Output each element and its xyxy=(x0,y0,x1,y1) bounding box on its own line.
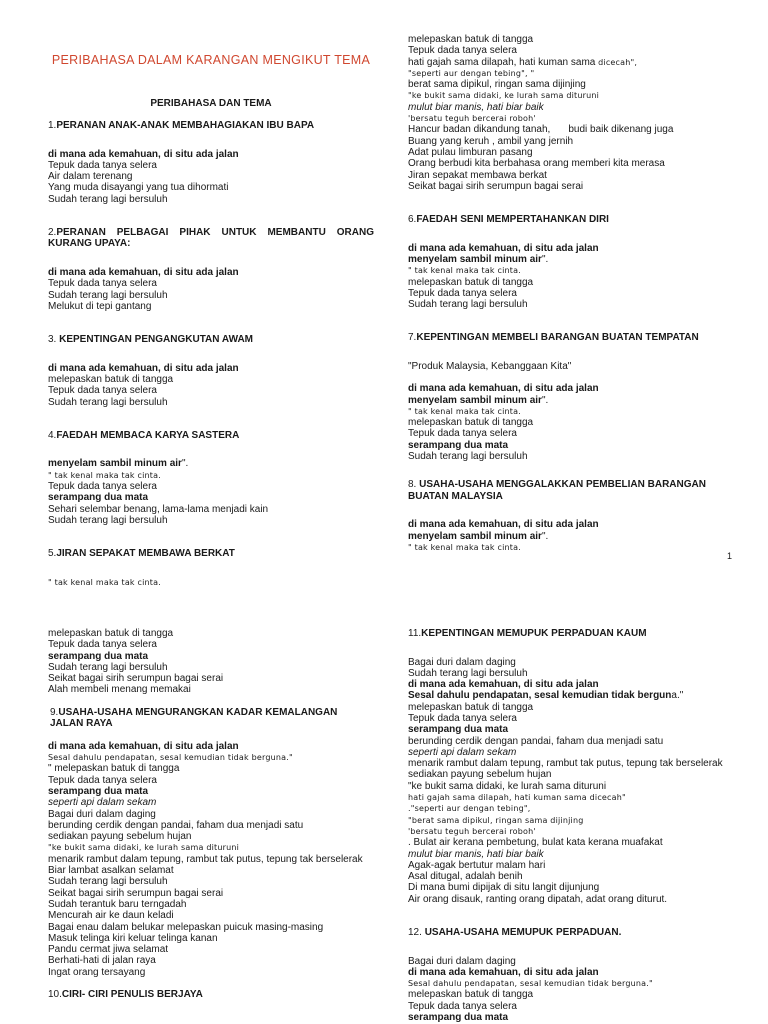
proverb: Sudah terang lagi bersuluh xyxy=(48,193,168,205)
proverb: " tak kenal maka tak cinta. xyxy=(408,542,521,552)
proverb: Sesal dahulu pendapatan, sesal kemudian tidak berguna." xyxy=(48,753,293,763)
section-heading-7: 7.KEPENTINGAN MEMBELI BARANGAN BUATAN TEMPATAN xyxy=(408,332,699,344)
proverb: Air dalam terenang xyxy=(48,171,133,183)
proverb: Di mana bumi dipijak di situ langit dijunjung xyxy=(408,882,600,894)
proverb: di mana ada kemahuan, di situ ada jalan xyxy=(48,266,239,278)
proverb: Air orang disauk, ranting orang dipatah, adat orang diturut. xyxy=(408,893,668,905)
proverb: serampang dua mata xyxy=(48,650,149,662)
proverb: Berhati-hati di jalan raya xyxy=(48,955,156,967)
proverb: Biar lambat asalkan selamat xyxy=(48,865,174,877)
page1-right-column xyxy=(408,34,738,553)
proverb: di mana ada kemahuan, di situ ada jalan xyxy=(48,740,239,752)
proverb: berat sama dipikul, ringan sama dijinjing xyxy=(408,79,586,91)
proverb: hati gajah sama dilapah, hati kuman sama dicecah", xyxy=(408,56,638,68)
subtitle: PERIBAHASA DAN TEMA xyxy=(150,98,272,109)
proverb: di mana ada kemahuan, di situ ada jalan xyxy=(408,966,599,978)
proverb: berunding cerdik dengan pandai, faham dua menjadi satu xyxy=(48,819,304,831)
proverb: melepaskan batuk di tangga xyxy=(48,628,174,639)
proverb: hati gajah sama dilapah, hati kuman sama dicecah" xyxy=(408,793,626,803)
proverb: Hancur badan dikandung tanah, budi baik dikenang juga xyxy=(408,124,674,136)
proverb: Sudah terang lagi bersuluh xyxy=(408,451,528,463)
proverb: Sudah terang lagi bersuluh xyxy=(48,661,168,673)
proverb: di mana ada kemahuan, di situ ada jalan xyxy=(408,383,599,395)
proverb: ."seperti aur dengan tebing", xyxy=(408,804,531,814)
proverb: Jiran sepakat membawa berkat xyxy=(408,169,547,181)
section-heading-3: 3. KEPENTINGAN PENGANGKUTAN AWAM xyxy=(48,334,254,346)
proverb: Sudah terang lagi bersuluh xyxy=(48,514,168,526)
proverb: Sudah terang lagi bersuluh xyxy=(48,396,168,408)
section-heading-10: 10.CIRI- CIRI PENULIS BERJAYA xyxy=(48,989,203,1001)
proverb: Pandu cermat jiwa selamat xyxy=(48,944,169,956)
page2-right-column xyxy=(408,628,748,1023)
proverb: serampang dua mata xyxy=(408,439,509,451)
proverb: menarik rambut dalam tepung, rambut tak putus, tepung tak berselerak xyxy=(408,758,723,770)
proverb: Tepuk dada tanya selera xyxy=(48,385,157,397)
proverb: 'bersatu teguh bercerai roboh' xyxy=(408,114,536,124)
proverb: sediakan payung sebelum hujan xyxy=(408,769,552,781)
proverb: Tepuk dada tanya selera xyxy=(48,774,157,786)
proverb: Tepuk dada tanya selera xyxy=(408,45,517,57)
proverb: " tak kenal maka tak cinta. xyxy=(408,266,521,276)
proverb: Agak-agak bertutur malam hari xyxy=(408,859,546,871)
proverb: Sudah terang lagi bersuluh xyxy=(48,289,168,301)
proverb: Sudah terang lagi bersuluh xyxy=(408,299,528,311)
section-heading-2: 2.PERANAN PELBAGAI PIHAK UNTUK MEMBANTU ORANG KURANG UPAYA: xyxy=(48,226,374,250)
slogan: "Produk Malaysia, Kebanggaan Kita" xyxy=(408,360,572,372)
proverb: serampang dua mata xyxy=(48,785,149,797)
proverb: berunding cerdik dengan pandai, faham dua menjadi satu xyxy=(408,735,664,747)
proverb: mulut biar manis, hati biar baik xyxy=(408,848,544,860)
proverb: di mana ada kemahuan, di situ ada jalan xyxy=(408,519,599,531)
proverb: "ke bukit sama didaki, ke lurah sama dituruni xyxy=(408,91,600,101)
proverb: di mana ada kemahuan, di situ ada jalan xyxy=(408,679,599,691)
proverb: Buang yang keruh , ambil yang jernih xyxy=(408,135,574,147)
proverb: " tak kenal maka tak cinta. xyxy=(48,577,161,587)
proverb: Seikat bagai sirih serumpun bagai serai xyxy=(408,180,584,192)
proverb: Tepuk dada tanya selera xyxy=(408,1000,517,1012)
proverb: Tepuk dada tanya selera xyxy=(408,287,517,299)
proverb: Ingat orang tersayang xyxy=(48,966,146,978)
proverb: seperti api dalam sekam xyxy=(48,797,157,809)
section-heading-6: 6.FAEDAH SENI MEMPERTAHANKAN DIRI xyxy=(408,214,609,226)
proverb: di mana ada kemahuan, di situ ada jalan xyxy=(48,362,239,374)
proverb: menarik rambut dalam tepung, rambut tak putus, tepung tak berselerak xyxy=(48,853,363,865)
proverb: Alah membeli menang memakai xyxy=(48,684,191,696)
proverb: Masuk telinga kiri keluar telinga kanan xyxy=(48,932,218,944)
proverb: melepaskan batuk di tangga xyxy=(48,373,174,385)
proverb: Sesal dahulu pendapatan, sesal kemudian tidak berguna." xyxy=(408,690,684,702)
section-heading-12: 12. USAHA-USAHA MEMUPUK PERPADUAN. xyxy=(408,927,622,939)
section-heading-8: 8. USAHA-USAHA MENGGALAKKAN PEMBELIAN BARANGAN BUATAN MALAYSIA xyxy=(408,479,706,502)
proverb: . Bulat air kerana pembetung, bulat kata kerana muafakat xyxy=(408,837,663,849)
section-heading-5: 5.JIRAN SEPAKAT MEMBAWA BERKAT xyxy=(48,548,235,560)
proverb: 'bersatu teguh bercerai roboh' xyxy=(408,826,536,836)
proverb: "seperti aur dengan tebing", " xyxy=(408,68,535,78)
page-2 xyxy=(0,600,768,1024)
proverb: Tepuk dada tanya selera xyxy=(48,639,157,651)
proverb: Bagai enau dalam belukar melepaskan puicuk masing-masing xyxy=(48,921,324,933)
proverb: " tak kenal maka tak cinta. xyxy=(48,470,161,480)
proverb: Adat pulau limburan pasang xyxy=(408,146,533,158)
proverb: Mencurah air ke daun keladi xyxy=(48,910,174,922)
proverb: menyelam sambil minum air". xyxy=(408,394,549,406)
proverb: Tepuk dada tanya selera xyxy=(408,712,517,724)
proverb: menyelam sambil minum air". xyxy=(408,530,549,542)
proverb: Seikat bagai sirih serumpun bagai serai xyxy=(48,673,224,685)
proverb: " tak kenal maka tak cinta. xyxy=(408,406,521,416)
proverb: menyelam sambil minum air". xyxy=(48,458,189,470)
proverb: Seikat bagai sirih serumpun bagai serai xyxy=(48,887,224,899)
proverb: " melepaskan batuk di tangga xyxy=(48,763,180,775)
proverb: Bagai duri dalam daging xyxy=(408,656,516,668)
proverb: "ke bukit sama didaki, ke lurah sama dituruni xyxy=(408,780,607,792)
proverb: "ke bukit sama didaki, ke lurah sama dituruni xyxy=(48,843,240,853)
proverb: serampang dua mata xyxy=(48,492,149,504)
proverb: Yang muda disayangi yang tua dihormati xyxy=(48,182,229,194)
proverb: serampang dua mata xyxy=(408,724,509,736)
page1-left-column xyxy=(48,120,374,588)
proverb: melepaskan batuk di tangga xyxy=(408,701,534,713)
proverb: mulut biar manis, hati biar baik xyxy=(408,101,544,113)
proverb: Sudah terang lagi bersuluh xyxy=(48,876,168,888)
proverb: Bagai duri dalam daging xyxy=(408,955,516,967)
proverb: Tepuk dada tanya selera xyxy=(48,278,157,290)
proverb: seperti api dalam sekam xyxy=(408,746,517,758)
proverb: Sesal dahulu pendapatan, sesal kemudian tidak berguna." xyxy=(408,979,653,989)
section-heading-1: 1.PERANAN ANAK-ANAK MEMBAHAGIAKAN IBU BAPA xyxy=(48,120,315,131)
document-title: PERIBAHASA DALAM KARANGAN MENGIKUT TEMA xyxy=(51,53,371,67)
proverb: Sudah terantuk baru terngadah xyxy=(48,898,187,910)
proverb: "berat sama dipikul, ringan sama dijinjing xyxy=(408,815,584,825)
proverb: melepaskan batuk di tangga xyxy=(408,34,534,45)
section-heading-4: 4.FAEDAH MEMBACA KARYA SASTERA xyxy=(48,429,240,441)
proverb: serampang dua mata xyxy=(408,1012,509,1024)
proverb: di mana ada kemahuan, di situ ada jalan xyxy=(408,242,599,254)
proverb: Tepuk dada tanya selera xyxy=(48,480,157,492)
proverb: Bagai duri dalam daging xyxy=(48,808,156,820)
section-heading-11: 11.KEPENTINGAN MEMUPUK PERPADUAN KAUM xyxy=(408,628,647,639)
proverb: sediakan payung sebelum hujan xyxy=(48,831,192,843)
proverb: melepaskan batuk di tangga xyxy=(408,276,534,288)
page2-left-column xyxy=(48,628,378,1001)
proverb: Tepuk dada tanya selera xyxy=(408,428,517,440)
proverb: Orang berbudi kita berbahasa orang memberi kita merasa xyxy=(408,158,665,170)
page-number: 1 xyxy=(727,551,733,561)
proverb: Tepuk dada tanya selera xyxy=(48,159,157,171)
proverb: Sehari selembar benang, lama-lama menjadi kain xyxy=(48,503,269,515)
section-heading-9: 9.USAHA-USAHA MENGURANGKAN KADAR KEMALANGAN JALAN RAYA xyxy=(50,706,338,730)
proverb: di mana ada kemahuan, di situ ada jalan xyxy=(48,148,239,160)
proverb: menyelam sambil minum air". xyxy=(408,253,549,265)
proverb: melepaskan batuk di tangga xyxy=(408,989,534,1001)
proverb: Sudah terang lagi bersuluh xyxy=(408,667,528,679)
proverb: melepaskan batuk di tangga xyxy=(408,417,534,429)
proverb: Asal ditugal, adalah benih xyxy=(408,871,523,883)
proverb: Melukut di tepi gantang xyxy=(48,300,152,312)
